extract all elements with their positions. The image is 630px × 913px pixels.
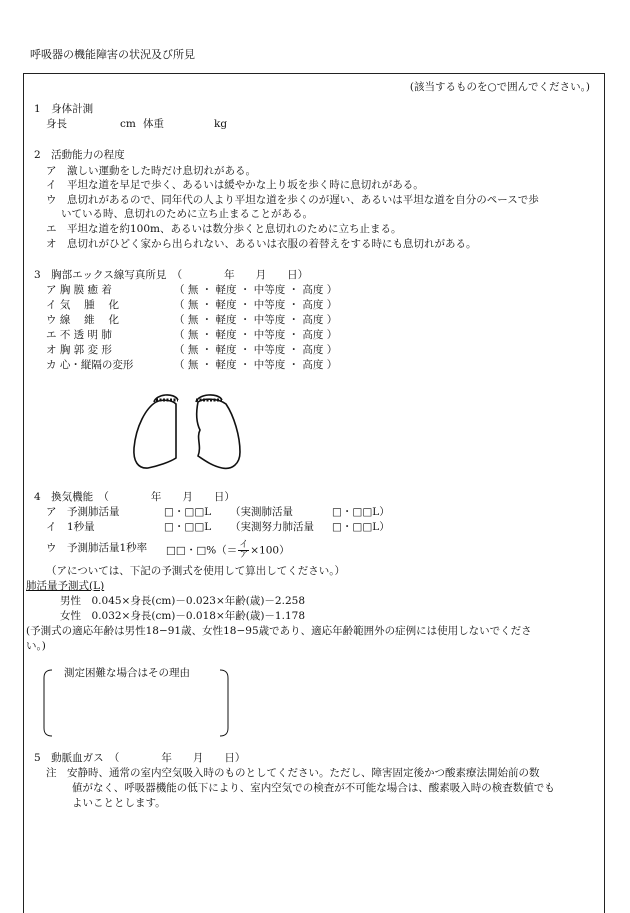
xray-label-5: オ 胸 郭 変 形 xyxy=(46,344,112,356)
activity-item-a: ア 激しい運動をした時だけ息切れがある。 xyxy=(46,165,256,177)
formula-heading-text: 肺活量予測式(L) xyxy=(26,580,105,592)
fev1-value: □・□□L xyxy=(164,521,212,533)
section-5-heading: 5 動脈血ガス （ 年 月 日） xyxy=(34,752,246,764)
xray-choices-5: （ 無 ・ 軽度 ・ 中等度 ・ 高度 ） xyxy=(174,344,338,356)
difficulty-reason-box[interactable] xyxy=(42,666,230,740)
activity-item-o: オ 息切れがひどく家から出られない、あるいは衣服の着替えをする時にも息切れがある。 xyxy=(46,238,477,250)
age-note-2: い。) xyxy=(26,640,46,652)
predict-note: （アについては、下記の予測式を使用して算出してください。） xyxy=(46,565,346,577)
formula-male: 男性 0.045×身長(cm)－0.023×年齢(歳)－2.258 xyxy=(60,595,305,607)
difficulty-reason-label: 測定困難な場合はその理由 xyxy=(64,667,190,679)
xray-label-3: ウ 線 維 化 xyxy=(46,314,120,326)
activity-item-i: イ 平坦な道を早足で歩く、あるいは緩やかな上り坂を歩く時に息切れがある。 xyxy=(46,179,424,191)
activity-item-u-cont: いている時、息切れのために立ち止まることがある。 xyxy=(61,208,313,220)
formula-female: 女性 0.032×身長(cm)－0.018×年齢(歳)－1.178 xyxy=(60,610,305,622)
fraction-denominator: ア xyxy=(239,550,249,560)
xray-choices-4: （ 無 ・ 軽度 ・ 中等度 ・ 高度 ） xyxy=(174,329,338,341)
instruction-note: (該当するものを○で囲んでください。) xyxy=(409,81,590,93)
xray-label-6: カ 心・縦隔の変形 xyxy=(46,359,134,371)
section-3-heading: 3 胸部エックス線写真所見 （ 年 月 日） xyxy=(34,269,309,281)
activity-item-e: エ 平坦な道を約100m、あるいは数分歩くと息切れのために立ち止まる。 xyxy=(46,223,402,235)
weight-unit: kg xyxy=(214,118,228,130)
activity-item-u: ウ 息切れがあるので、同年代の人より平坦な道を歩くのが遅い、あるいは平坦な道を自分のペースで歩 xyxy=(46,194,539,206)
lung-diagram xyxy=(126,386,246,476)
section-1-heading: 1 身体計測 xyxy=(34,103,94,115)
height-unit: cm xyxy=(120,118,136,130)
xray-label-1: ア 胸 膜 癒 着 xyxy=(46,284,112,296)
xray-choices-3: （ 無 ・ 軽度 ・ 中等度 ・ 高度 ） xyxy=(174,314,338,326)
fraction-numerator: イ xyxy=(239,540,249,550)
xray-choices-6: （ 無 ・ 軽度 ・ 中等度 ・ 高度 ） xyxy=(174,359,338,371)
section-4-heading: 4 換気機能 （ 年 月 日） xyxy=(34,491,235,503)
document-title: 呼吸器の機能障害の状況及び所見 xyxy=(30,48,195,61)
fev1-ratio-tail: ×100） xyxy=(250,544,290,557)
weight-label: 体重 xyxy=(143,118,164,130)
xray-choices-1: （ 無 ・ 軽度 ・ 中等度 ・ 高度 ） xyxy=(174,284,338,296)
measured-vc-value: □・□□L） xyxy=(332,506,390,518)
measured-fvc-label: （実測努力肺活量 xyxy=(230,521,314,533)
measured-fvc-value: □・□□L） xyxy=(332,521,390,533)
measured-vc-label: （実測肺活量 xyxy=(230,506,293,518)
blood-gas-note-1: 注 安静時、通常の室内空気吸入時のものとしてください。ただし、障害固定後かつ酸素療法開始前の数 xyxy=(46,767,540,779)
fraction xyxy=(238,541,249,560)
formula-heading xyxy=(26,579,104,593)
blood-gas-note-2: 値がなく、呼吸器機能の低下により、室内空気での検査が不可能な場合は、酸素吸入時の検査数値でも xyxy=(72,782,555,794)
xray-label-2: イ 気 腫 化 xyxy=(46,299,120,311)
height-label: 身長 xyxy=(46,118,67,130)
form-frame xyxy=(23,73,605,913)
age-note-1: (予測式の適応年齢は男性18−91歳、女性18−95歳であり、適応年齢範囲外の症例には使用しないでくださ xyxy=(26,625,532,637)
fev1-ratio-label: ウ 予測肺活量1秒率 xyxy=(46,542,148,554)
fev1-ratio-value: □□・□%（＝ xyxy=(166,544,238,557)
xray-choices-2: （ 無 ・ 軽度 ・ 中等度 ・ 高度 ） xyxy=(174,299,338,311)
blood-gas-note-3: よいこととします。 xyxy=(72,797,166,809)
fev1-label: イ 1秒量 xyxy=(46,521,95,533)
xray-label-4: エ 不 透 明 肺 xyxy=(46,329,112,341)
predicted-vc-value: □・□□L xyxy=(164,506,212,518)
fev1-ratio-formula xyxy=(166,541,290,560)
section-2-heading: 2 活動能力の程度 xyxy=(34,149,125,161)
predicted-vc-label: ア 予測肺活量 xyxy=(46,506,120,518)
